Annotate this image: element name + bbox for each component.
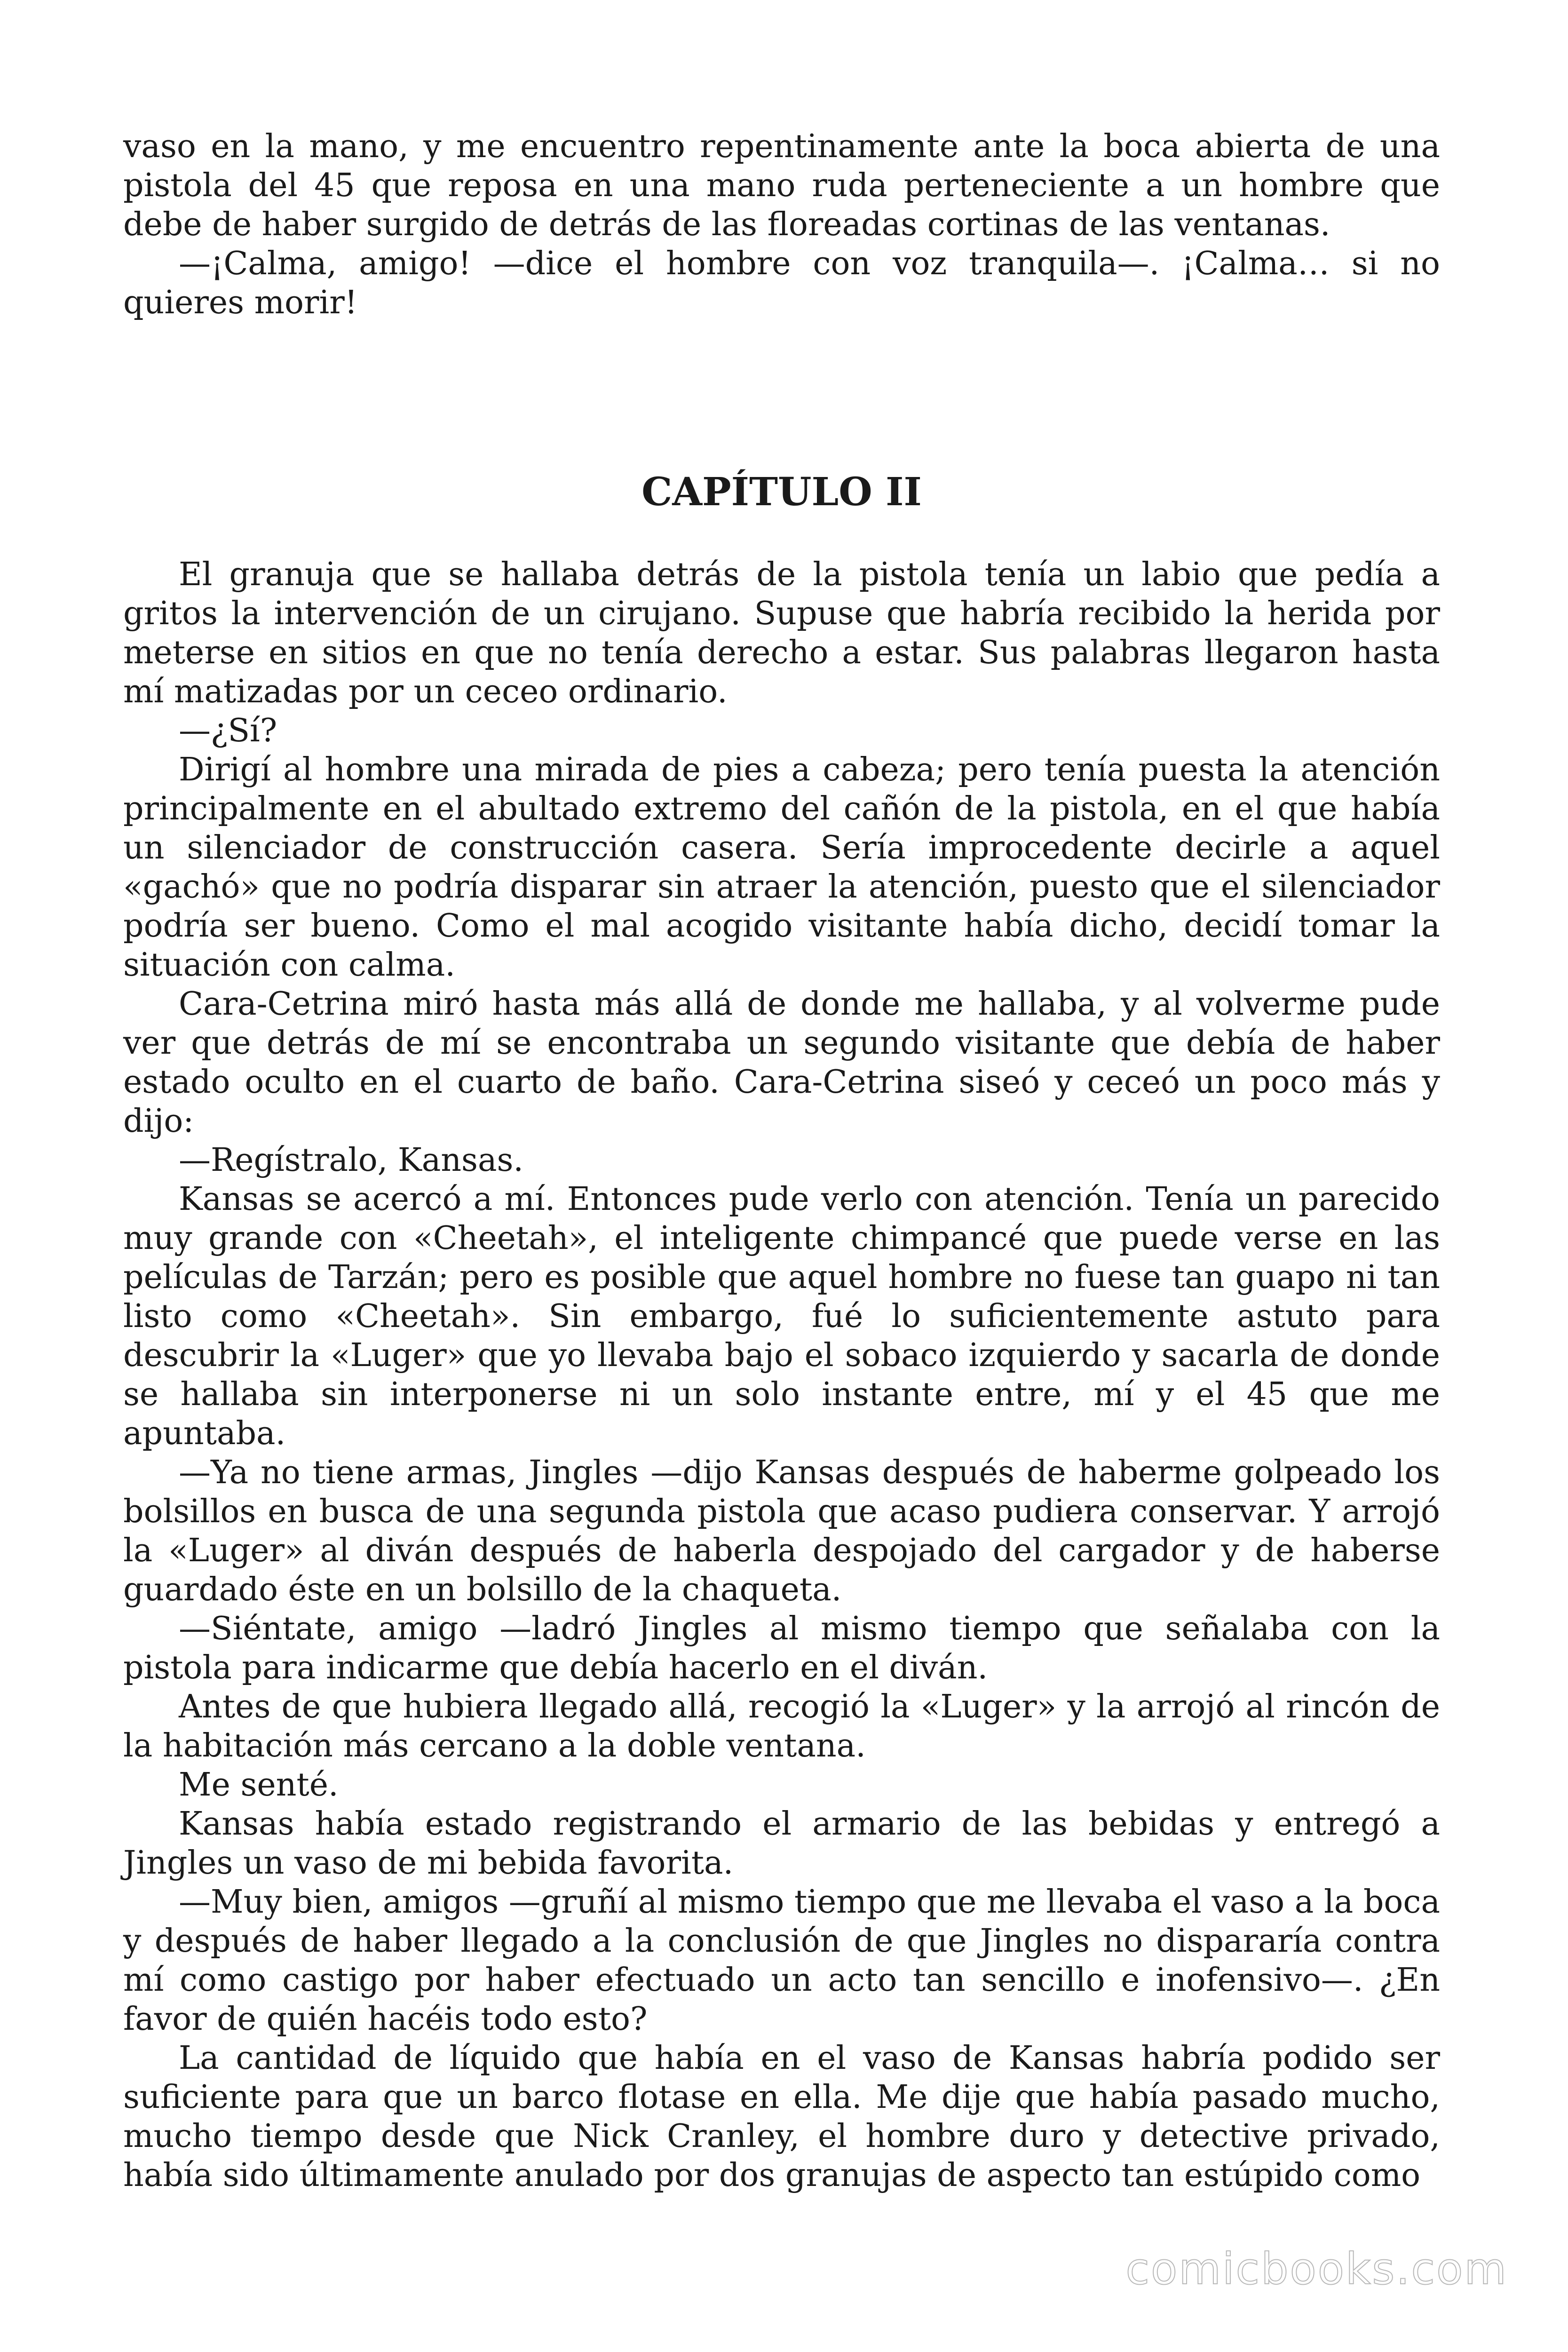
paragraph: —Siéntate, amigo —ladró Jingles al mismo tiempo que señalaba con la pistola para indicarme que debía hacerlo en el diván. — [123, 1610, 1440, 1686]
paragraph: La cantidad de líquido que había en el vaso de Kansas habría podido ser suficiente para que un barco flotase en ella. Me dije que había pasado mucho, mucho tiempo desde que Nick Cranley, el hombre duro y detective privado, había sido últimamente anulado por dos granujas de aspecto tan estúpido como — [123, 2040, 1440, 2194]
watermark: comicbooks.com — [1125, 2244, 1508, 2294]
chapter-body — [123, 555, 1440, 2195]
paragraph: Dirigí al hombre una mirada de pies a cabeza; pero tenía puesta la atención principalmente en el abultado extremo del cañón de la pistola, en el que había un silenciador de construcción casera. Sería improcedente decirle a aquel «gachó» que no podría disparar sin atraer la atención, puesto que el silenciador podría ser bueno. Como el mal acogido visitante había dicho, decidí tomar la situación con calma. — [123, 751, 1440, 984]
intro-text — [123, 127, 1440, 322]
book-page — [123, 127, 1440, 2194]
paragraph: —Muy bien, amigos —gruñí al mismo tiempo que me llevaba el vaso a la boca y después de haber llegado a la conclusión de que Jingles no dispararía contra mí como castigo por haber efectuado un acto tan sencillo e inofensivo—. ¿En favor de quién hacéis todo esto? — [123, 1883, 1440, 2038]
paragraph: —¡Calma, amigo! —dice el hombre con voz tranquila—. ¡Calma… si no quieres morir! — [123, 245, 1440, 321]
paragraph: —Regístralo, Kansas. — [179, 1142, 523, 1179]
paragraph: —¿Sí? — [179, 712, 277, 749]
paragraph: El granuja que se hallaba detrás de la pistola tenía un labio que pedía a gritos la intervención de un cirujano. Supuse que habría recibido la herida por meterse en sitios en que no tenía derecho a estar. Sus palabras llegaron hasta mí matizadas por un ceceo ordinario. — [123, 556, 1440, 710]
paragraph: Me senté. — [179, 1766, 339, 1804]
paragraph: Cara-Cetrina miró hasta más allá de donde me hallaba, y al volverme pude ver que detrás de mí se encontraba un segundo visitante que debía de haber estado oculto en el cuarto de baño. Cara-Cetrina siseó y ceceó un poco más y dijo: — [123, 985, 1440, 1140]
paragraph: Kansas había estado registrando el armario de las bebidas y entregó a Jingles un vaso de mi bebida favorita. — [123, 1805, 1440, 1882]
paragraph: —Ya no tiene armas, Jingles —dijo Kansas después de haberme golpeado los bolsillos en busca de una segunda pistola que acaso pudiera conservar. Y arrojó la «Luger» al diván después de haberla despojado del cargador y de haberse guardado éste en un bolsillo de la chaqueta. — [123, 1454, 1440, 1608]
paragraph: vaso en la mano, y me encuentro repentinamente ante la boca abierta de una pistola del 45 que reposa en una mano ruda perteneciente a un hombre que debe de haber surgido de detrás de las floreadas cortinas de las ventanas. — [123, 128, 1440, 243]
paragraph: Antes de que hubiera llegado allá, recogió la «Luger» y la arrojó al rincón de la habitación más cercano a la doble ventana. — [123, 1688, 1440, 1764]
chapter-title: CAPÍTULO II — [641, 469, 922, 515]
paragraph: Kansas se acercó a mí. Entonces pude verlo con atención. Tenía un parecido muy grande con «Cheetah», el inteligente chimpancé que puede verse en las películas de Tarzán; pero es posible que aquel hombre no fuese tan guapo ni tan listo como «Cheetah». Sin embargo, fué lo suficientemente astuto para descubrir la «Luger» que yo llevaba bajo el sobaco izquierdo y sacarla de donde se hallaba sin interponerse ni un solo instante entre, mí y el 45 que me apuntaba. — [123, 1181, 1440, 1452]
